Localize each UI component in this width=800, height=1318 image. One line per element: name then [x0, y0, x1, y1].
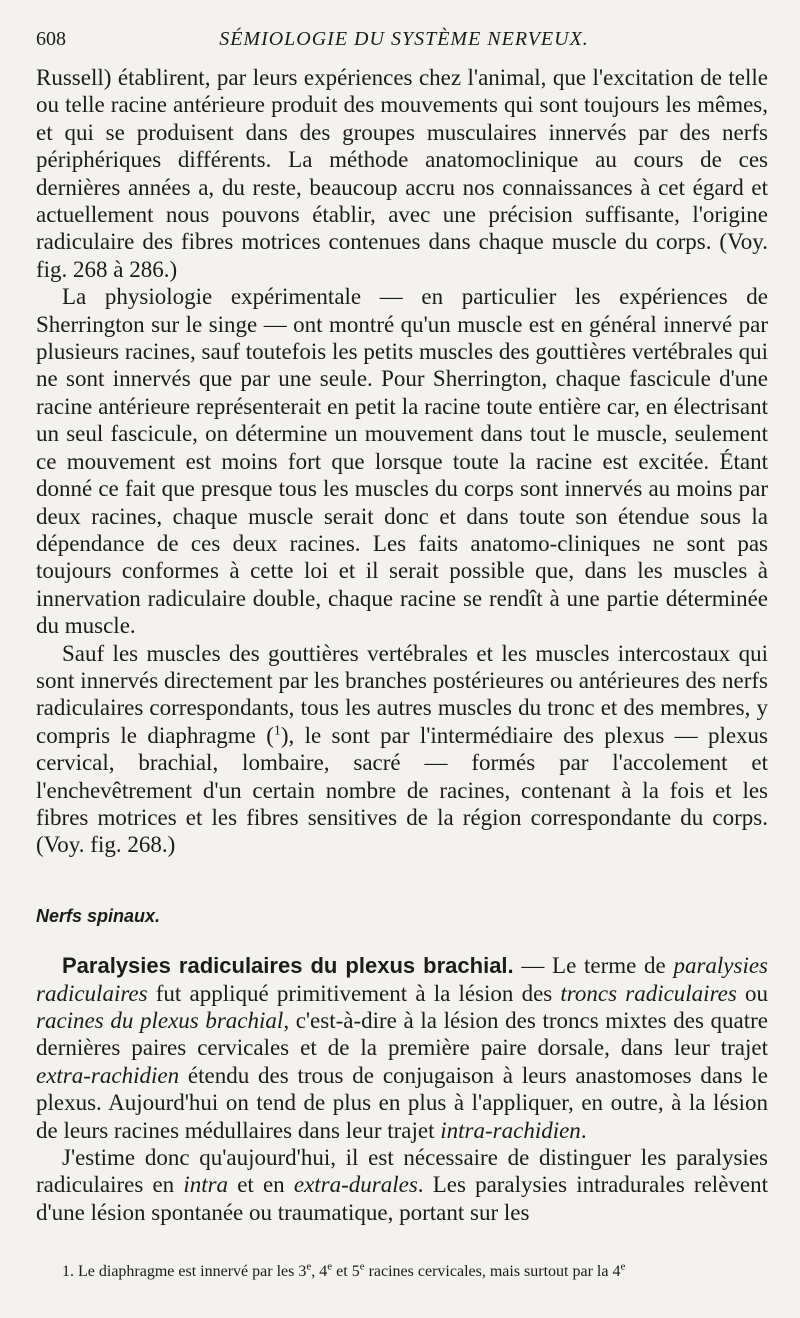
paragraph-4-text: — Le terme de — [513, 953, 674, 979]
italic-term: intra — [183, 1172, 229, 1198]
italic-term: racines du plexus brachial — [36, 1008, 284, 1033]
footnote-text: racines cervicales, mais surtout par la 4 — [364, 1263, 621, 1280]
body-text — [36, 64, 768, 1226]
paragraph-4-text: étendu des trous de conjugaison à leurs anastomoses dans le plexus. Aujourd'hui on tend de plus en plus à l'appliquer, en outre, à la lésion de leurs racines médullaires dans leur trajet — [36, 1062, 768, 1143]
italic-term: troncs radiculaires — [560, 980, 737, 1006]
paragraph-5-text: J'estime donc qu'aujourd'hui, il est nécessaire de distinguer les paralysies radiculaires en — [36, 1145, 768, 1198]
page-header — [36, 28, 772, 58]
paragraph-2: La physiologie expérimentale — en particulier les expériences de Sherrington sur le singe — ont montré qu'un muscle est en général innervé par plusieurs racines, sauf toutefois les petits muscles des gouttières vertébrales qui ne sont innervés que par une seule. Pour Sherrington, chaque fascicule d'une racine antérieure représenterait en petit la racine toute entière car, en électrisant un seul fascicule, on détermine un mouvement dans tout le muscle, seulement ce mouvement est moins fort que lorsque toute la racine est excitée. Étant donné ce fait que presque tous les muscles du corps sont innervés au moins par deux racines, chaque muscle serait donc et dans toute son étendue sous la dépendance de ces deux racines. Les faits anatomo-cliniques ne sont pas toujours conformes à cette loi et il serait possible que, dans les muscles à innervation radiculaire double, chaque racine se rendît à une partie déterminée du muscle. — [36, 284, 768, 639]
footnote-text: , 4 — [311, 1263, 328, 1280]
paragraph-4-text: . — [580, 1117, 587, 1143]
paragraph-5-text: et en — [228, 1172, 294, 1198]
paragraph-3 — [36, 640, 768, 859]
page-number: 608 — [36, 28, 66, 50]
section-title: Nerfs spinaux. — [36, 905, 161, 926]
ordinal-suffix: e — [620, 1260, 626, 1273]
footnote-reference: 1 — [273, 723, 281, 739]
footnote-text: 1. Le diaphragme est innervé par les 3 — [62, 1263, 307, 1280]
ordinal-suffix: e — [327, 1260, 333, 1273]
ordinal-suffix: e — [359, 1260, 365, 1273]
paragraph-4-text: , c'est-à-dire à la lésion des troncs mixtes des quatre dernières paires cervicales et de la première paire dorsale, dans leur trajet — [36, 1008, 769, 1061]
italic-term: intra-rachidien — [440, 1117, 581, 1143]
paragraph-4-text: fut appliqué primitivement à la lésion des — [147, 980, 561, 1006]
paragraph-1: Russell) établirent, par leurs expériences chez l'animal, que l'excitation de telle ou telle racine antérieure produit des mouvements qui sont toujours les mêmes, et qui se produisent dans des groupes musculaires innervés par des nerfs périphériques différents. La méthode anatomoclinique au cours de ces dernières années a, du reste, beaucoup accru nos connaissances à cet égard et actuellement nous pouvons établir, avec une précision suffisante, l'origine radiculaire des fibres motrices contenues dans chaque muscle du corps. (Voy. fig. 268 à 286.) — [36, 65, 768, 282]
paragraph-5 — [36, 1144, 768, 1226]
italic-term: extra-rachidien — [36, 1062, 180, 1088]
ordinal-suffix: e — [306, 1260, 312, 1273]
run-in-heading: Paralysies radiculaires du plexus brachial. — [62, 953, 514, 979]
paragraph-3-text-start: Sauf les muscles des gouttières vertébrales et les muscles intercostaux qui sont innervés directement par les branches postérieures ou antérieures des nerfs radiculaires correspondants, tous les autres muscles du tronc et des membres, y compris le diaphragme ( — [36, 640, 768, 748]
italic-term: paralysies radiculaires — [36, 953, 768, 1006]
paragraph-3-text-end: ), le sont par l'intermédiaire des plexus — plexus cervical, brachial, lombaire, sacré — formés par l'accolement et l'enchevêtrement d'un certain nombre de racines, contenant à la fois et les fibres motrices et les fibres sensitives de la région correspondante du corps. (Voy. fig. 268.) — [36, 722, 768, 858]
footnote — [36, 1262, 768, 1282]
paragraph-4 — [36, 952, 768, 1144]
paragraph-4-text: ou — [736, 980, 768, 1006]
italic-term: extra-durales — [293, 1172, 418, 1198]
footnote-text: et 5 — [332, 1263, 360, 1280]
running-title: SÉMIOLOGIE DU SYSTÈME NERVEUX. — [219, 28, 589, 50]
paragraph-5-text: . Les paralysies intradurales relèvent d'une lésion spontanée ou traumatique, portant sur les — [36, 1172, 768, 1225]
